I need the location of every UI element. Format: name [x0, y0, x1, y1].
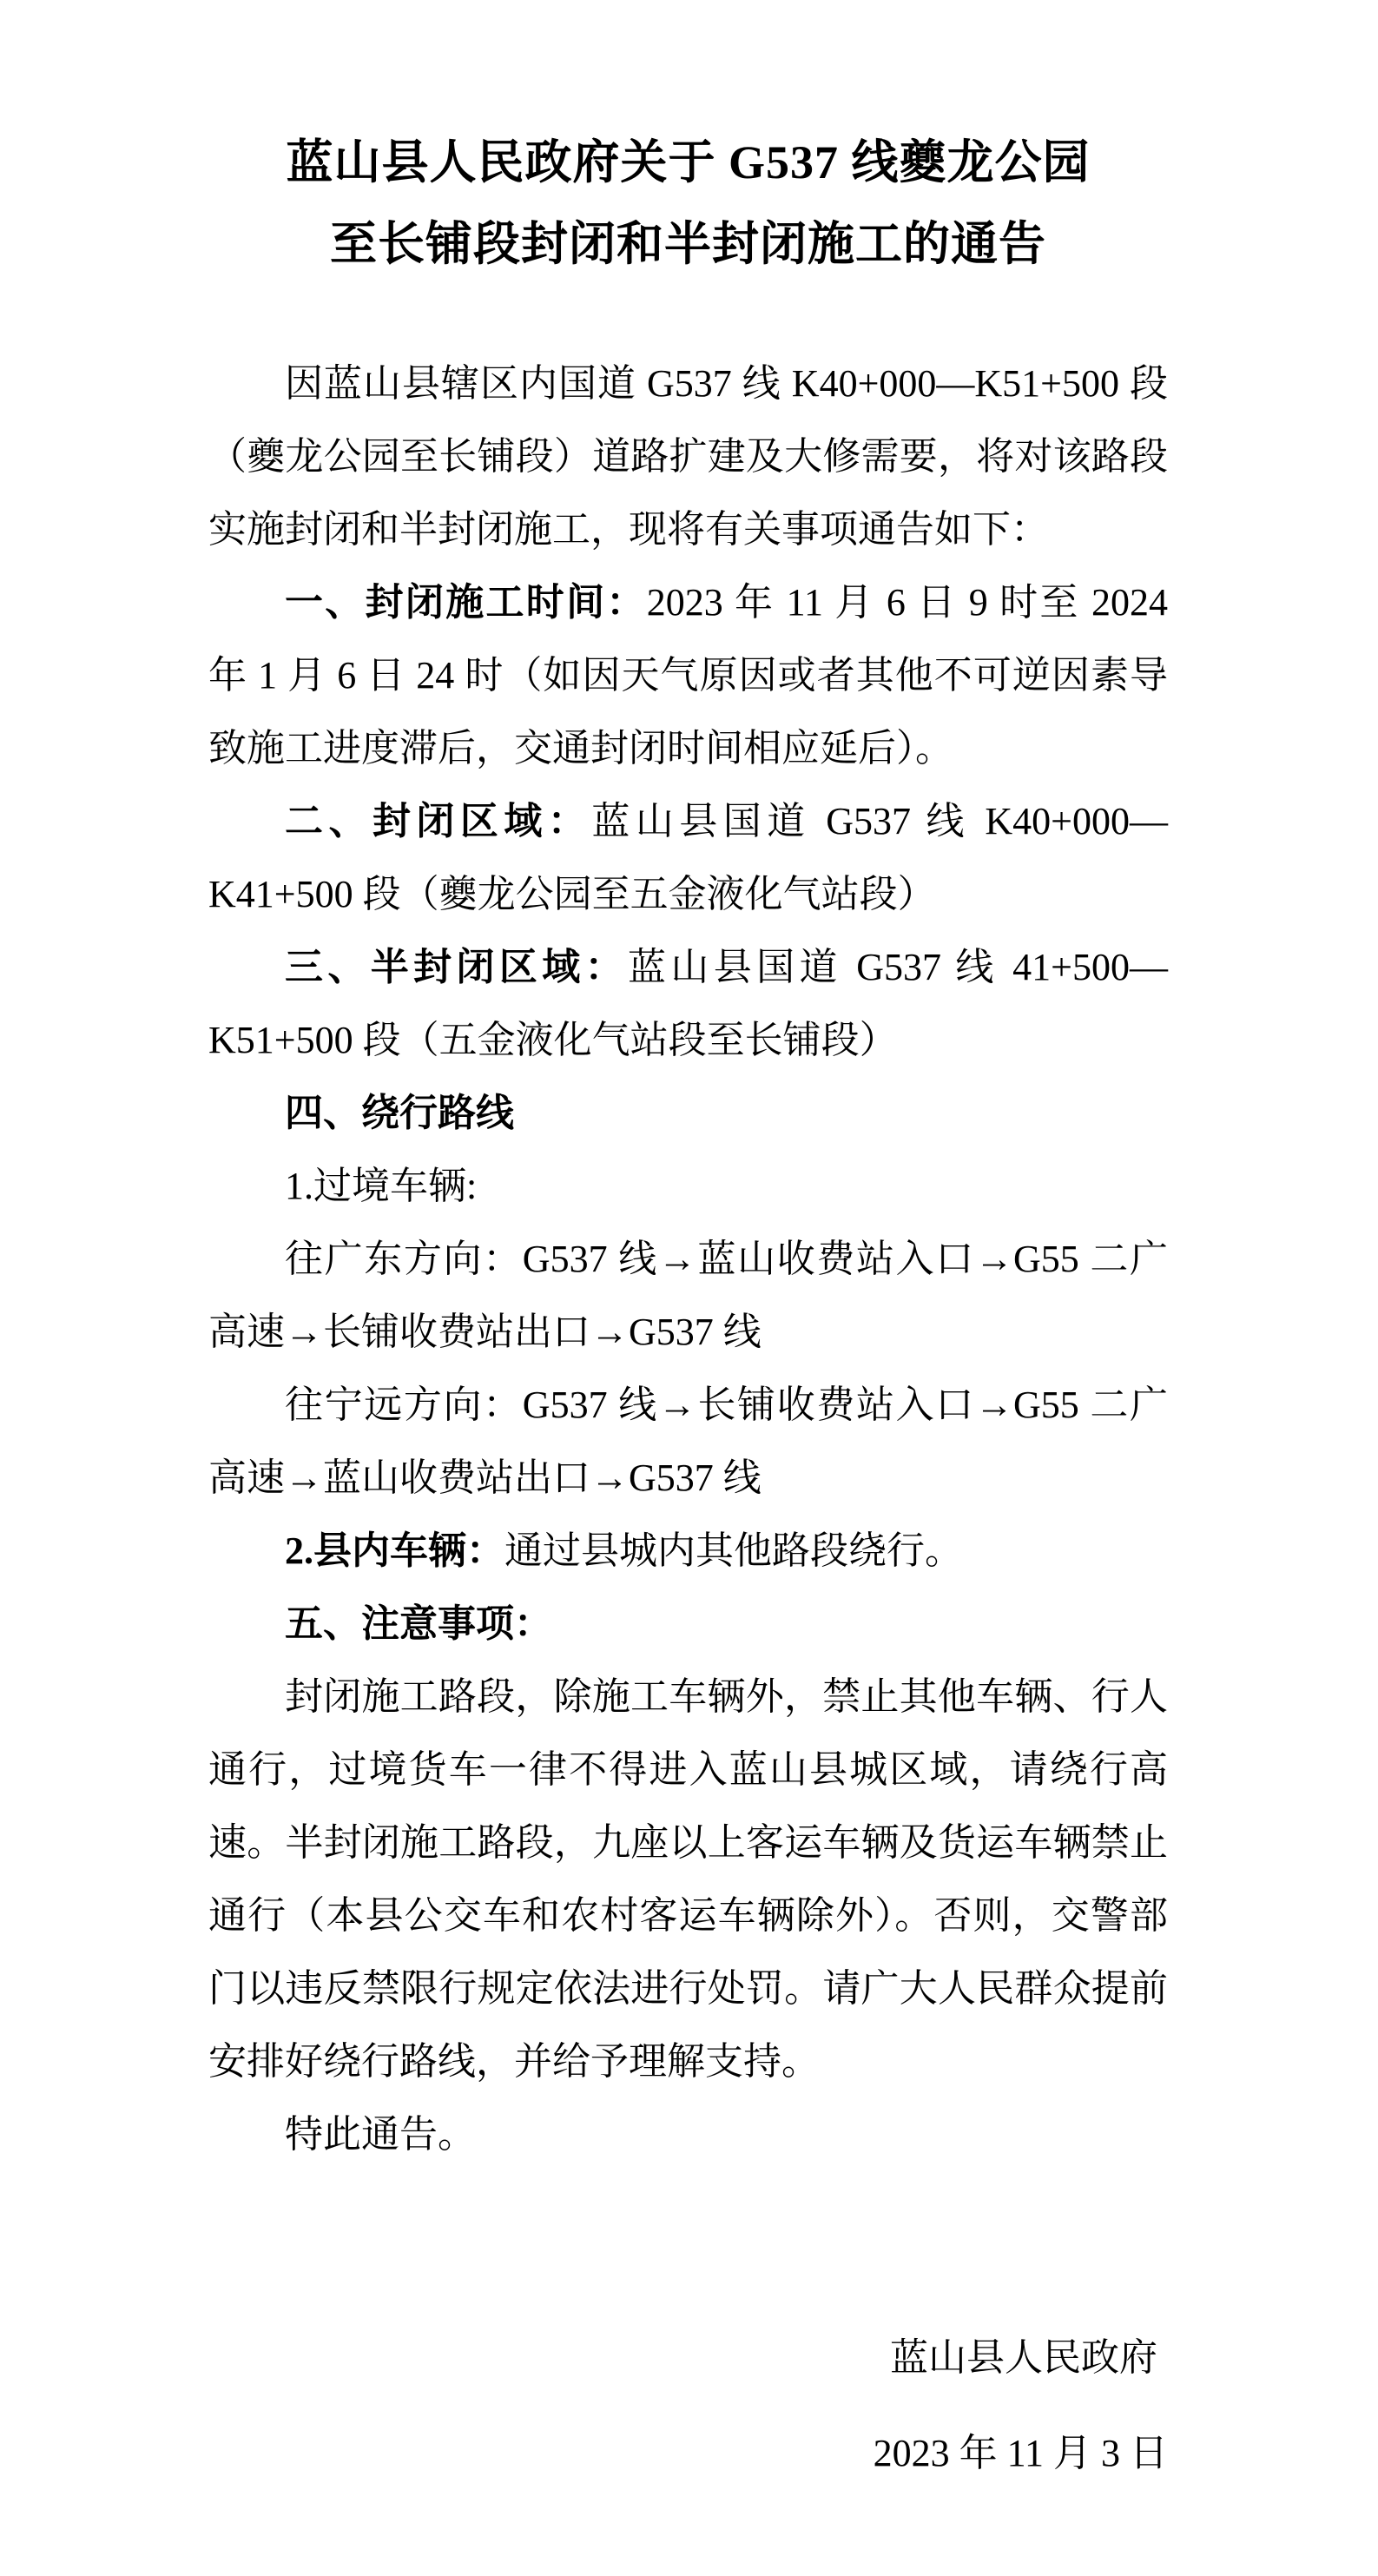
paragraph-route-to-guangdong [208, 1223, 1168, 1369]
paragraph-text: 往广东方向：G537 线→蓝山收费站入口→G55 二广高速→长铺收费站出口→G537 线 [208, 1238, 1168, 1353]
paragraph-local-vehicles [208, 1515, 1168, 1588]
paragraph-lead: 二、封闭区域： [285, 800, 592, 842]
paragraph-text: 通过县城内其他路段绕行。 [504, 1529, 963, 1572]
signature-date: 2023 年 11 月 3 日 [873, 2432, 1168, 2474]
paragraph-text: 蓝山县国道 G537 线 41+500—K51+500 段（五金液化气站段至长铺段） [208, 946, 1168, 1061]
document-body [208, 347, 1168, 2171]
document-title [208, 122, 1168, 285]
paragraph-lead: 一、封闭施工时间： [285, 581, 647, 624]
paragraph-text: 特此通告。 [285, 2113, 476, 2156]
paragraph-lead: 四、绕行路线 [285, 1092, 514, 1134]
document-title-line-1: 蓝山县人民政府关于 G537 线夔龙公园 [286, 136, 1091, 188]
paragraph-hereby-announced [208, 2098, 1168, 2171]
paragraph-lead: 2.县内车辆： [285, 1529, 504, 1572]
paragraph-section-3-half-closed-area [208, 931, 1168, 1077]
paragraph-intro [208, 347, 1168, 566]
paragraph-section-4-detour-routes [208, 1077, 1168, 1150]
paragraph-text: 往宁远方向：G537 线→长铺收费站入口→G55 二广高速→蓝山收费站出口→G537 线 [208, 1384, 1168, 1499]
paragraph-text: 封闭施工路段，除施工车辆外，禁止其他车辆、行人通行，过境货车一律不得进入蓝山县城区域，请绕行高速。半封闭施工路段，九座以上客运车辆及货运车辆禁止通行（本县公交车和农村客运车辆除外）。否则，交警部门以违反禁限行规定依法进行处罚。请广大人民群众提前安排好绕行路线，并给予理解支持。 [208, 1675, 1168, 2083]
paragraph-section-2-closed-area [208, 785, 1168, 931]
paragraph-section-5-notes [208, 1588, 1168, 1661]
document-title-line-2: 至长铺段封闭和半封闭施工的通告 [330, 218, 1046, 270]
paragraph-text: 1.过境车辆: [285, 1165, 478, 1207]
signature-issuer: 蓝山县人民政府 [890, 2336, 1157, 2379]
paragraph-text: 蓝山县国道 G537 线 K40+000—K41+500 段（夔龙公园至五金液化气站段） [208, 800, 1168, 915]
paragraph-notes-detail [208, 1661, 1168, 2098]
paragraph-section-1-closure-time [208, 566, 1168, 785]
paragraph-route-to-ningyuan [208, 1369, 1168, 1515]
paragraph-lead: 五、注意事项： [285, 1602, 552, 1645]
paragraph-text: 因蓝山县辖区内国道 G537 线 K40+000—K51+500 段（夔龙公园至长铺段）道路扩建及大修需要，将对该路段实施封闭和半封闭施工，现将有关事项通告如下： [208, 362, 1168, 551]
paragraph-transit-vehicles [208, 1150, 1168, 1223]
paragraph-text: 2023 年 11 月 6 日 9 时至 2024 年 1 月 6 日 24 时（如因天气原因或者其他不可逆因素导致施工进度滞后，交通封闭时间相应延后）。 [208, 581, 1169, 769]
signature-block [208, 2310, 1168, 2501]
paragraph-lead: 三、半封闭区域： [285, 946, 629, 988]
